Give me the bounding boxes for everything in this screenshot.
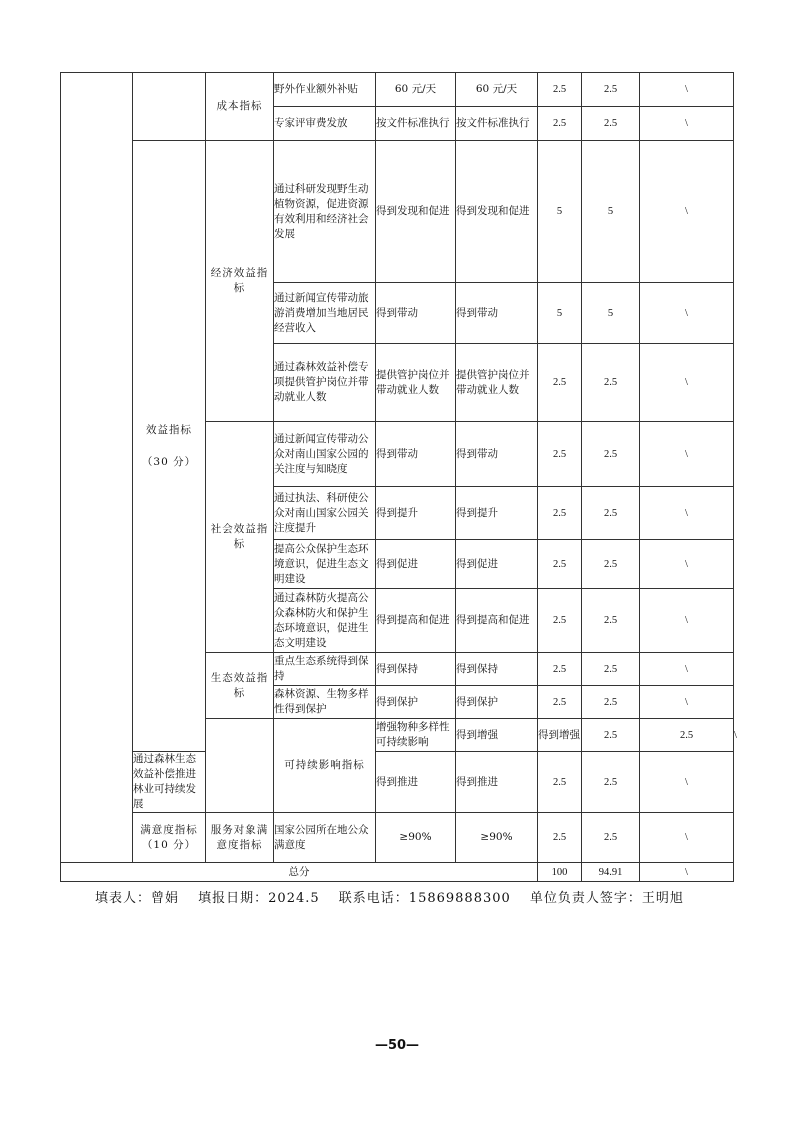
actual-cell: 得到带动 [456, 422, 538, 487]
category-service: 服务对象满意度指标 [206, 813, 274, 863]
target-cell: 得到保持 [376, 653, 456, 686]
total-row [61, 863, 734, 882]
score-cell: 2.5 [582, 422, 640, 487]
weight-cell: 2.5 [538, 487, 582, 540]
total-score: 94.91 [582, 863, 640, 882]
actual-cell: 得到带动 [456, 283, 538, 344]
total-weight: 100 [538, 863, 582, 882]
category-benefit [133, 141, 206, 752]
weight-cell: 2.5 [538, 344, 582, 422]
actual-cell: ≥90% [456, 813, 538, 863]
benefit-label: 效益指标 [146, 423, 192, 436]
indicator-cell: 专家评审费发放 [274, 107, 376, 141]
weight-cell: 2.5 [538, 752, 582, 813]
first-level-column [61, 73, 133, 863]
category-sustainable: 可持续影响指标 [274, 719, 376, 813]
indicator-cell: 通过森林生态效益补偿推进林业可持续发展 [133, 752, 206, 813]
note-cell: \ [640, 73, 734, 107]
actual-cell: 得到保护 [456, 686, 538, 719]
indicator-cell: 增强物种多样性可持续影响 [376, 719, 456, 752]
responsible-signature: 单位负责人签字：王明旭 [529, 891, 684, 906]
target-cell: ≥90% [376, 813, 456, 863]
table-row [61, 141, 734, 283]
indicator-cell: 提高公众保护生态环境意识，促进生态文明建设 [274, 540, 376, 589]
weight-cell: 2.5 [538, 653, 582, 686]
target-cell: 得到促进 [376, 540, 456, 589]
actual-cell: 得到提升 [456, 487, 538, 540]
indicator-cell: 通过科研发现野生动植物资源，促进资源有效利用和经济社会发展 [274, 141, 376, 283]
note-cell: \ [640, 344, 734, 422]
score-cell: 2.5 [582, 653, 640, 686]
target-cell: 得到提高和促进 [376, 589, 456, 653]
indicator-cell: 森林资源、生物多样性得到保护 [274, 686, 376, 719]
score-cell: 2.5 [582, 107, 640, 141]
target-cell: 得到提升 [376, 487, 456, 540]
target-cell: 得到推进 [376, 752, 456, 813]
note-cell: \ [640, 589, 734, 653]
weight-cell: 2.5 [538, 540, 582, 589]
table-row [61, 752, 734, 813]
indicator-cell: 通过新闻宣传带动旅游消费增加当地居民经营收入 [274, 283, 376, 344]
score-cell: 2.5 [582, 344, 640, 422]
indicator-cell: 通过新闻宣传带动公众对南山国家公园的关注度与知晓度 [274, 422, 376, 487]
performance-indicator-table [60, 72, 737, 882]
actual-cell: 得到促进 [456, 540, 538, 589]
indicator-cell: 重点生态系统得到保持 [274, 653, 376, 686]
report-date: 填报日期：2024.5 [198, 891, 320, 906]
actual-cell: 按文件标准执行 [456, 107, 538, 141]
target-cell: 提供管护岗位并带动就业人数 [376, 344, 456, 422]
second-level-cell [206, 719, 274, 813]
score-cell: 5 [582, 141, 640, 283]
note-cell: \ [640, 540, 734, 589]
page-number: —50— [374, 1038, 420, 1053]
actual-cell: 得到增强 [538, 719, 582, 752]
weight-cell: 5 [538, 283, 582, 344]
indicator-cell: 野外作业额外补贴 [274, 73, 376, 107]
indicator-cell: 通过执法、科研使公众对南山国家公园关注度提升 [274, 487, 376, 540]
target-cell: 得到发现和促进 [376, 141, 456, 283]
weight-cell: 2.5 [538, 422, 582, 487]
actual-cell: 提供管护岗位并带动就业人数 [456, 344, 538, 422]
score-cell: 2.5 [582, 589, 640, 653]
weight-cell: 2.5 [538, 686, 582, 719]
score-cell: 2.5 [582, 540, 640, 589]
total-note: \ [640, 863, 734, 882]
weight-cell: 2.5 [538, 73, 582, 107]
target-cell: 得到增强 [456, 719, 538, 752]
actual-cell: 得到保持 [456, 653, 538, 686]
category-economic: 经济效益指标 [206, 141, 274, 422]
target-cell: 按文件标准执行 [376, 107, 456, 141]
note-cell: \ [640, 107, 734, 141]
weight-cell: 2.5 [538, 589, 582, 653]
score-cell: 2.5 [582, 487, 640, 540]
score-cell: 2.5 [582, 813, 640, 863]
indicator-cell: 通过森林效益补偿专项提供管护岗位并带动就业人数 [274, 344, 376, 422]
score-cell: 2.5 [640, 719, 734, 752]
score-cell: 2.5 [582, 686, 640, 719]
note-cell: \ [640, 487, 734, 540]
table-row [61, 813, 734, 863]
category-ecological: 生态效益指标 [206, 653, 274, 719]
note-cell: \ [640, 653, 734, 686]
actual-cell: 得到提高和促进 [456, 589, 538, 653]
weight-cell: 2.5 [582, 719, 640, 752]
table-row [61, 73, 734, 107]
weight-cell: 2.5 [538, 107, 582, 141]
form-footer [95, 887, 698, 906]
note-cell: \ [640, 422, 734, 487]
note-cell: \ [640, 283, 734, 344]
weight-cell: 5 [538, 141, 582, 283]
target-cell: 得到带动 [376, 283, 456, 344]
filler-name: 填表人：曾娟 [95, 891, 180, 906]
actual-cell: 得到发现和促进 [456, 141, 538, 283]
note-cell: \ [640, 752, 734, 813]
score-cell: 2.5 [582, 73, 640, 107]
indicator-cell: 通过森林防火提高公众森林防火和保护生态环境意识，促进生态文明建设 [274, 589, 376, 653]
score-cell: 2.5 [582, 752, 640, 813]
actual-cell: 60 元/天 [456, 73, 538, 107]
total-label: 总分 [61, 863, 538, 882]
indicator-cell: 国家公园所在地公众满意度 [274, 813, 376, 863]
target-cell: 得到保护 [376, 686, 456, 719]
contact-phone: 联系电话：15869888300 [338, 891, 511, 906]
table-row: 可持续影响指标 增强物种多样性可持续影响 得到增强 得到增强 2.5 2.5 \ [61, 719, 734, 752]
weight-cell: 2.5 [538, 813, 582, 863]
category-cost: 成本指标 [206, 73, 274, 141]
score-cell: 5 [582, 283, 640, 344]
second-level-cell [133, 73, 206, 141]
actual-cell: 得到推进 [456, 752, 538, 813]
target-cell: 得到带动 [376, 422, 456, 487]
category-satisfaction: 满意度指标（10 分） [133, 813, 206, 863]
target-cell: 60 元/天 [376, 73, 456, 107]
category-social: 社会效益指标 [206, 422, 274, 653]
benefit-score: （30 分） [141, 455, 197, 468]
note-cell: \ [640, 813, 734, 863]
note-cell: \ [640, 141, 734, 283]
note-cell: \ [640, 686, 734, 719]
